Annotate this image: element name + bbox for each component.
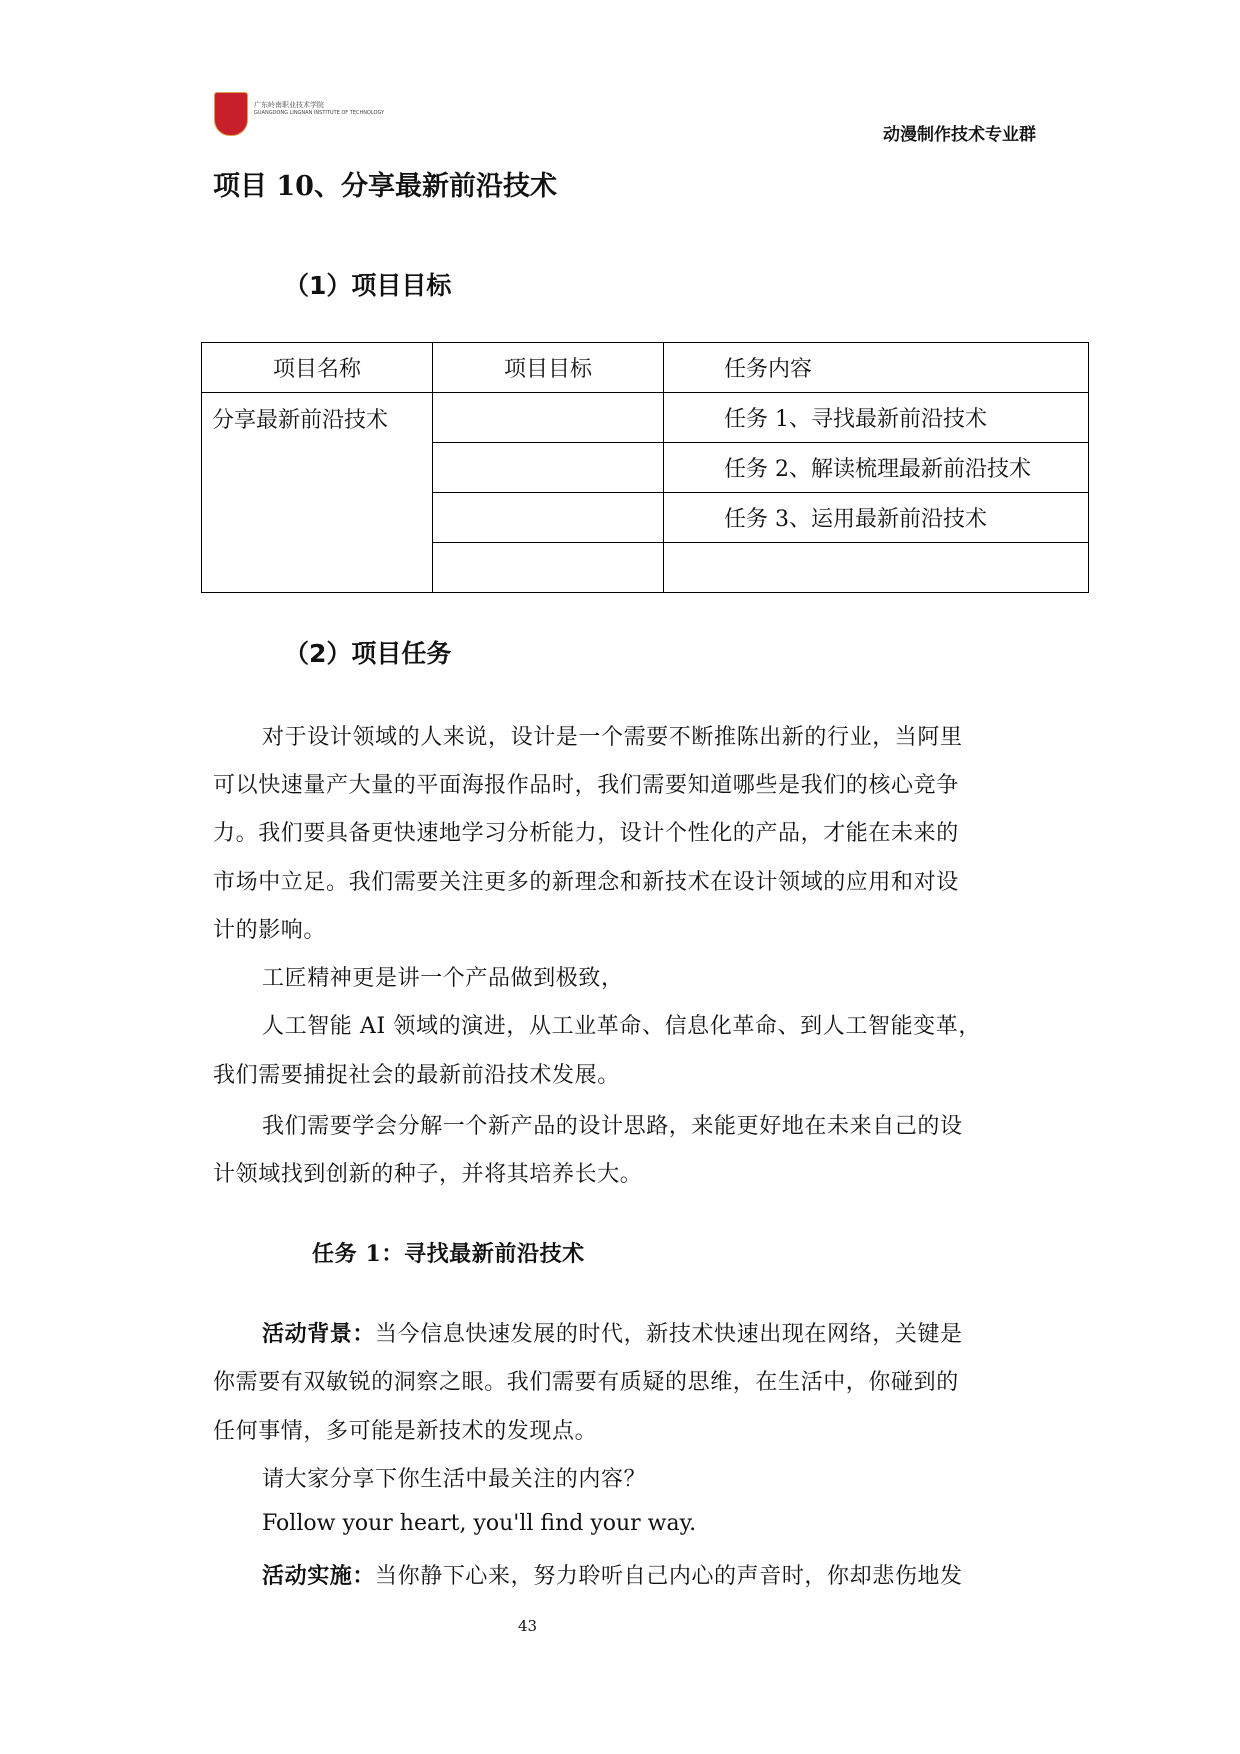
body-line: 人工智能 AI 领域的演进，从工业革命、信息化革命、到人工智能变革， xyxy=(262,1014,981,1039)
goal-cell xyxy=(433,493,664,543)
school-name-en: GUANGDONG LINGNAN INSTITUTE OF TECHNOLOGY xyxy=(254,110,385,116)
body-line xyxy=(262,1559,963,1590)
body-line: 力。我们要具备更快速地学习分析能力，设计个性化的产品，才能在未来的 xyxy=(213,821,959,846)
background-label: 活动背景： xyxy=(262,1321,376,1347)
task-cell: 任务 3、运用最新前沿技术 xyxy=(664,493,1089,543)
header-cell: 项目目标 xyxy=(433,343,664,393)
task1-heading: 任务 1：寻找最新前沿技术 xyxy=(312,1241,585,1267)
body-line xyxy=(262,1317,963,1348)
body-line: 我们需要捕捉社会的最新前沿技术发展。 xyxy=(213,1063,620,1088)
shield-icon xyxy=(214,92,248,136)
school-logo xyxy=(214,92,385,138)
body-line: 你需要有双敏锐的洞察之眼。我们需要有质疑的思维，在生活中，你碰到的 xyxy=(213,1370,959,1395)
header-cell: 任务内容 xyxy=(664,343,1089,393)
implementation-text: 当你静下心来，努力聆听自己内心的声音时，你却悲伤地发 xyxy=(375,1564,963,1589)
goal-cell xyxy=(433,393,664,443)
header-cell: 项目名称 xyxy=(202,343,433,393)
page-title: 项目 10、分享最新前沿技术 xyxy=(213,171,557,202)
body-line: 任何事情，多可能是新技术的发现点。 xyxy=(213,1419,598,1444)
body-line: 工匠精神更是讲一个产品做到极致， xyxy=(262,966,624,991)
section-heading-1: （1）项目目标 xyxy=(284,271,452,300)
table-row xyxy=(202,393,1089,443)
quote-line: Follow your heart, you'll find your way. xyxy=(262,1511,697,1536)
question-line: 请大家分享下你生活中最关注的内容？ xyxy=(262,1467,647,1492)
header-department: 动漫制作技术专业群 xyxy=(883,125,1036,145)
page-number: 43 xyxy=(518,1617,538,1635)
table-header-row xyxy=(202,343,1089,393)
goal-cell xyxy=(433,543,664,593)
task-cell: 任务 1、寻找最新前沿技术 xyxy=(664,393,1089,443)
body-line: 计领域找到创新的种子，并将其培养长大。 xyxy=(213,1162,643,1187)
body-line: 计的影响。 xyxy=(213,918,327,943)
body-line: 对于设计领域的人来说，设计是一个需要不断推陈出新的行业，当阿里 xyxy=(262,725,963,750)
background-text: 当今信息快速发展的时代，新技术快速出现在网络，关键是 xyxy=(375,1322,963,1347)
body-line: 市场中立足。我们需要关注更多的新理念和新技术在设计领域的应用和对设 xyxy=(213,870,959,895)
goal-cell xyxy=(433,443,664,493)
body-line: 我们需要学会分解一个新产品的设计思路，来能更好地在未来自己的设 xyxy=(262,1114,963,1139)
body-line: 可以快速量产大量的平面海报作品时，我们需要知道哪些是我们的核心竞争 xyxy=(213,773,959,798)
task-cell: 任务 2、解读梳理最新前沿技术 xyxy=(664,443,1089,493)
implementation-label: 活动实施： xyxy=(262,1563,376,1589)
section-heading-2: （2）项目任务 xyxy=(284,639,452,668)
school-name: 广东岭南职业技术学院 xyxy=(254,101,324,109)
task-cell xyxy=(664,543,1089,593)
project-name-cell: 分享最新前沿技术 xyxy=(202,393,433,593)
project-table xyxy=(201,342,1089,593)
